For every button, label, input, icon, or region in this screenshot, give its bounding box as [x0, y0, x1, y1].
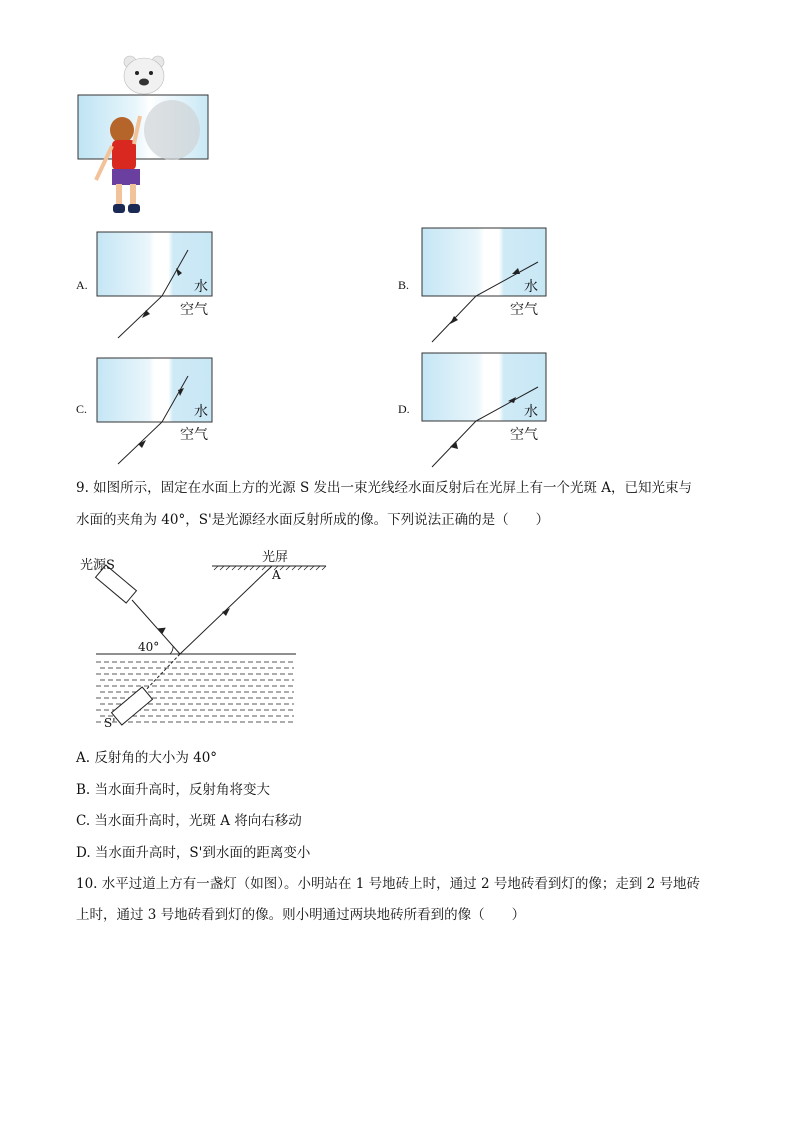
q9-option-c[interactable]: C. 当水面升高时，光斑 A 将向右移动: [76, 813, 302, 829]
option-c-water-label: 水: [194, 404, 208, 420]
q9-option-b[interactable]: B. 当水面升高时，反射角将变大: [76, 782, 271, 798]
q9-screen-label: 光屏: [262, 550, 289, 565]
q10-stem-line2: 上时，通过 3 号地砖看到灯的像。则小明通过两块地砖所看到的像（ ）: [76, 907, 526, 923]
option-d-water-label: 水: [524, 404, 538, 420]
option-a-label: A.: [76, 278, 88, 292]
q10-stem-line1: 10. 水平过道上方有一盏灯（如图）。小明站在 1 号地砖上时，通过 2 号地砖看到灯的像；走到 2 号地砖: [76, 876, 701, 892]
option-c-air-label: 空气: [180, 427, 208, 443]
option-b-water-label: 水: [524, 279, 538, 295]
option-c-label: C.: [76, 402, 88, 416]
q9-stem-line1: 9. 如图所示，固定在水面上方的光源 S 发出一束光线经水面反射后在光屏上有一个光斑 A，已知光束与: [76, 480, 693, 496]
child-bear-illustration: [72, 52, 222, 227]
bear-icon: [124, 56, 164, 94]
q9-reflection-diagram: [76, 544, 336, 736]
option-d-label: D.: [398, 402, 410, 416]
option-a-air-label: 空气: [180, 302, 208, 318]
q9-angle-label: 40°: [138, 640, 160, 654]
q9-image-label: S': [104, 716, 116, 730]
q9-option-d[interactable]: D. 当水面升高时，S'到水面的距离变小: [76, 845, 311, 861]
option-a-water-label: 水: [194, 279, 208, 295]
option-b-air-label: 空气: [510, 302, 538, 318]
q9-spot-label: A: [272, 568, 281, 582]
q9-option-a[interactable]: A. 反射角的大小为 40°: [76, 750, 218, 766]
q9-source-label: 光源S: [80, 558, 115, 573]
option-d-air-label: 空气: [510, 427, 538, 443]
q9-stem-line2: 水面的夹角为 40°，S'是光源经水面反射所成的像。下列说法正确的是（ ）: [76, 512, 550, 528]
option-b-label: B.: [398, 278, 410, 292]
